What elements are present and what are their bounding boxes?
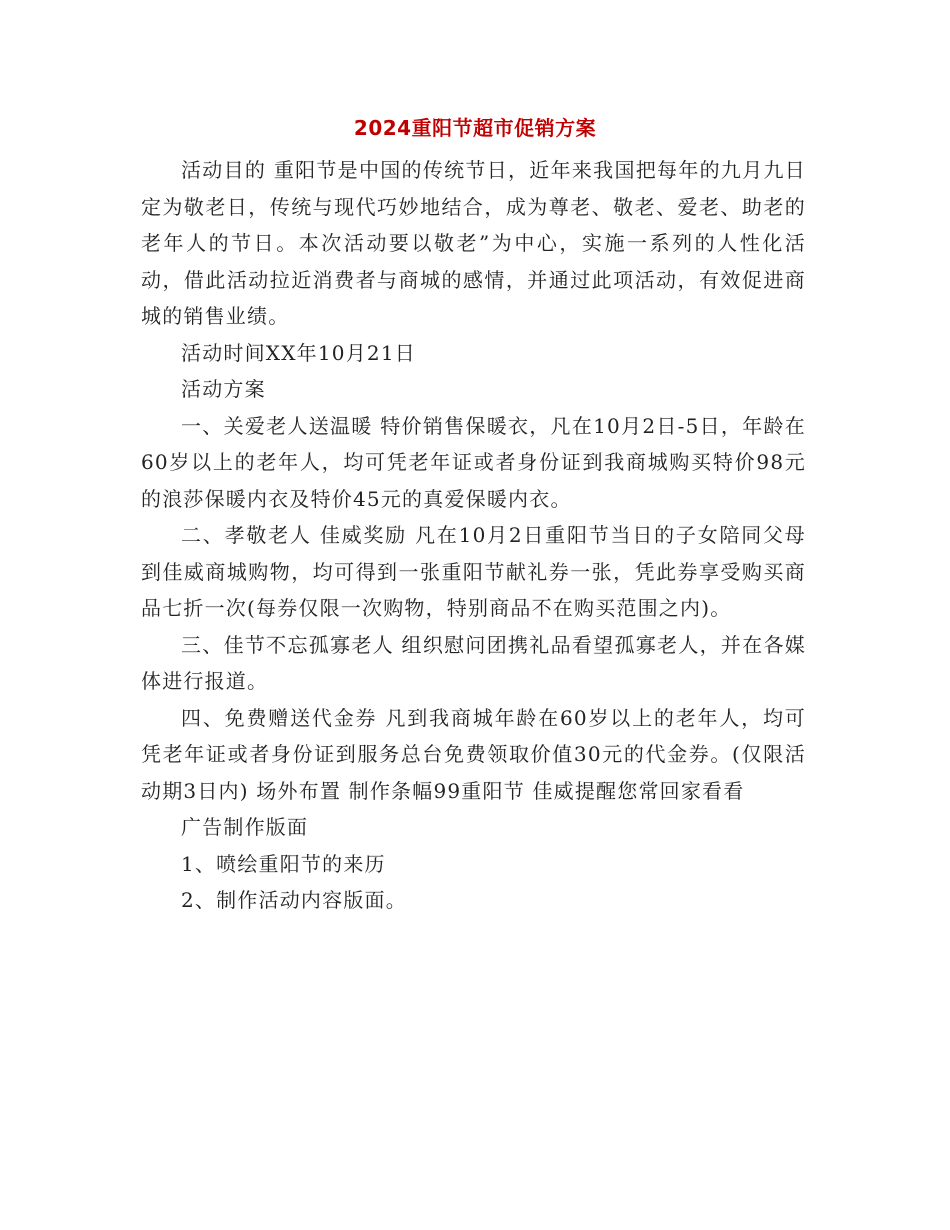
paragraph-ad-1: 1、喷绘重阳节的来历	[181, 851, 386, 876]
paragraph-ad-2: 2、制作活动内容版面。	[181, 888, 407, 912]
paragraph-time: 活动时间XX年10月21日	[181, 340, 416, 365]
paragraph-plan-3: 三、佳节不忘孤寡老人 组织慰问团携礼品看望孤寡老人，并在各媒体进行报道。	[141, 632, 806, 693]
paragraph-ad-heading: 广告制作版面	[181, 815, 309, 839]
paragraph-plan-heading: 活动方案	[181, 377, 266, 401]
paragraph-plan-4: 四、免费赠送代金券 凡到我商城年龄在60岁以上的老年人，均可凭老年证或者身份证到服务总台免费领取价值30元的代金券。(仅限活动期3日内) 场外布置 制作条幅99重阳节 佳威提醒您常回家看看	[141, 705, 806, 803]
document-title: 2024重阳节超市促销方案	[353, 116, 597, 140]
paragraph-plan-1: 一、关爱老人送温暖 特价销售保暖衣，凡在10月2日-5日，年龄在60岁以上的老年人，均可凭老年证或者身份证到我商城购买特价98元的浪莎保暖内衣及特价45元的真爱保暖内衣。	[141, 413, 806, 511]
paragraph-plan-2: 二、孝敬老人 佳威奖励 凡在10月2日重阳节当日的子女陪同父母到佳威商城购物，均可得到一张重阳节献礼券一张，凭此券享受购买商品七折一次(每券仅限一次购物，特别商品不在购买范围之内)。	[141, 523, 806, 620]
document-body	[141, 152, 806, 919]
paragraph-purpose: 活动目的 重阳节是中国的传统节日，近年来我国把每年的九月九日定为敬老日，传统与现代巧妙地结合，成为尊老、敬老、爱老、助老的老年人的节日。本次活动要以敬老”为中心，实施一系列的人性化活动，借此活动拉近消费者与商城的感情，并通过此项活动，有效促进商城的销售业绩。	[141, 158, 806, 328]
